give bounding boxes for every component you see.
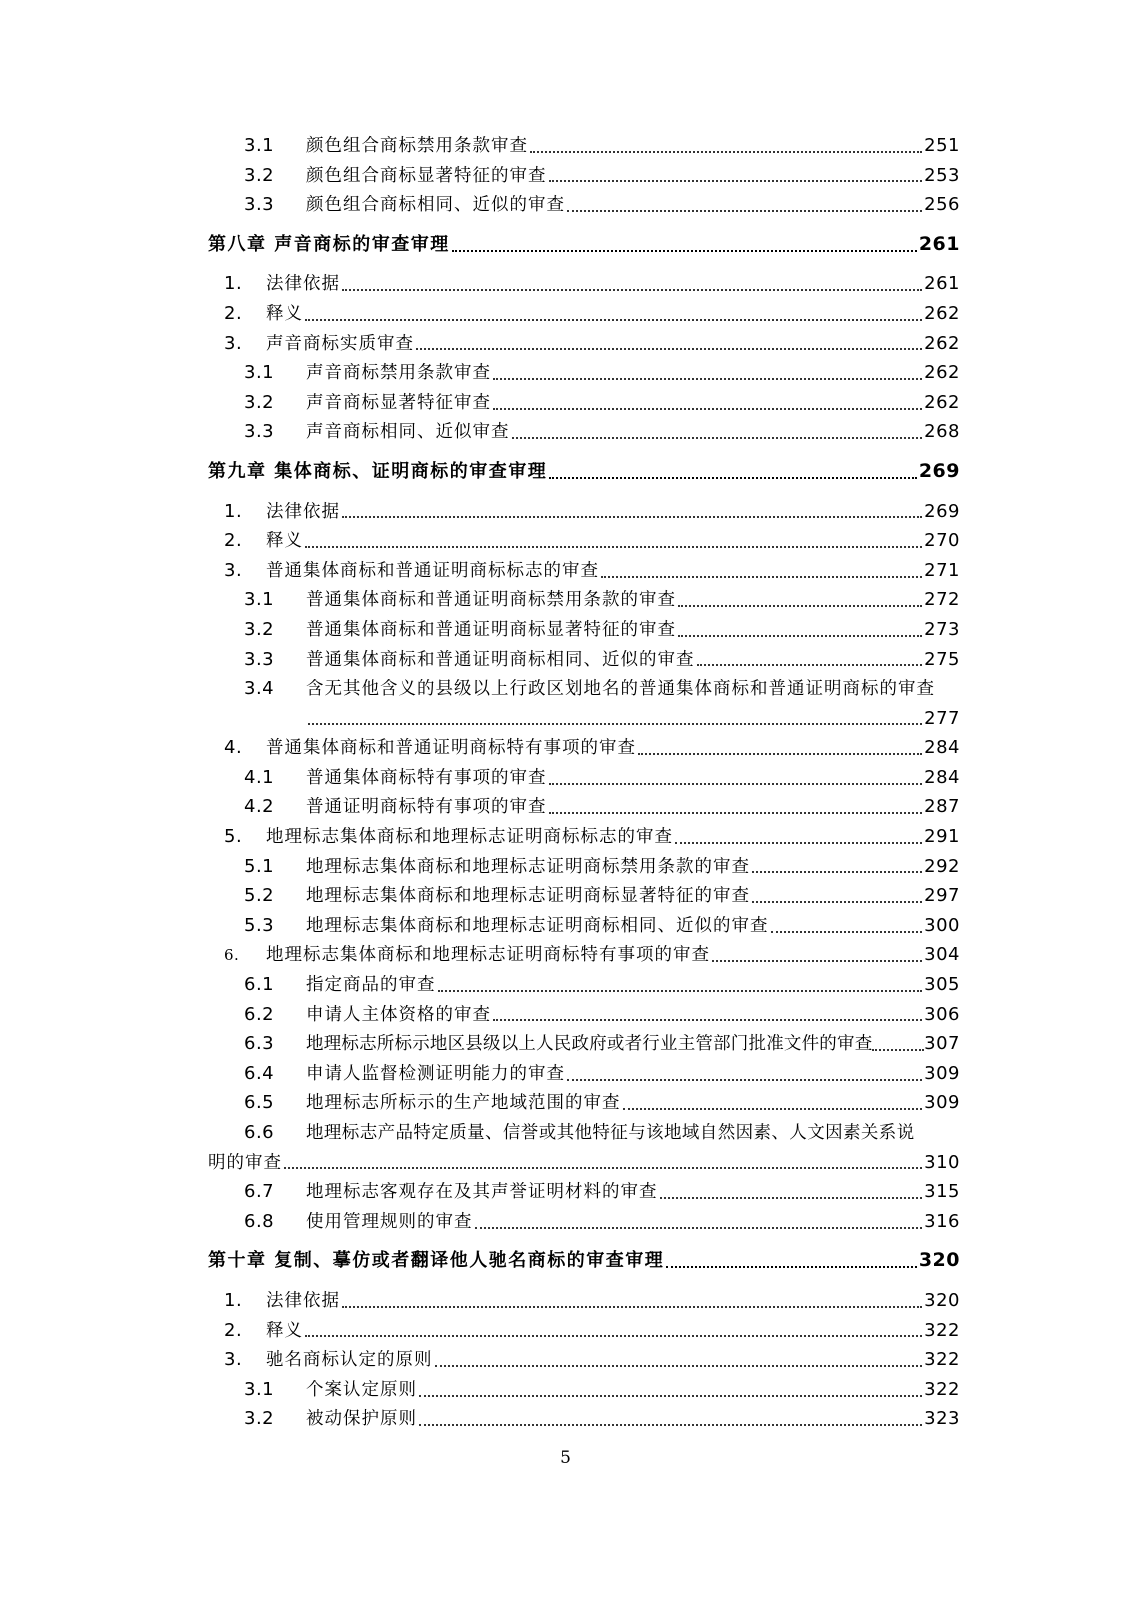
toc-entry[interactable] (208, 497, 960, 527)
section-title: 颜色组合商标禁用条款审查 (306, 136, 528, 156)
section-number: 3.1 (244, 1378, 275, 1400)
section-title: 普通证明商标特有事项的审查 (306, 797, 547, 818)
toc-entry[interactable] (208, 763, 960, 793)
toc-entry[interactable] (208, 1059, 960, 1089)
toc-entry[interactable] (208, 1286, 960, 1316)
dot-leader (712, 960, 922, 962)
page-ref: 315 (924, 1181, 960, 1203)
dot-leader (305, 319, 922, 321)
chapter-title: 第八章 声音商标的审查审理 (208, 233, 450, 255)
section-title: 普通集体商标和普通证明商标禁用条款的审查 (306, 590, 676, 611)
section-title: 释义 (266, 531, 303, 552)
section-title: 声音商标显著特征审查 (306, 392, 491, 413)
section-title: 申请人主体资格的审查 (306, 1004, 491, 1025)
toc-entry[interactable] (208, 1177, 960, 1207)
page-ref: 316 (924, 1210, 960, 1232)
dot-leader (342, 289, 922, 291)
page-ref: 287 (924, 796, 960, 818)
section-number: 6.4 (244, 1062, 275, 1084)
toc-entry[interactable] (208, 1345, 960, 1375)
toc-entry[interactable] (208, 615, 960, 645)
toc-entry[interactable] (208, 585, 960, 615)
section-title: 地理标志集体商标和地理标志证明商标标志的审查 (266, 827, 673, 848)
section-number: 6.8 (244, 1210, 275, 1232)
dot-leader (284, 1167, 922, 1169)
toc-entry[interactable] (208, 161, 960, 191)
page-ref: 256 (924, 194, 960, 216)
page-ref: 268 (924, 421, 960, 443)
page-ref: 275 (924, 648, 960, 670)
section-title: 地理标志集体商标和地理标志证明商标禁用条款的审查 (306, 856, 750, 877)
dot-leader (549, 477, 917, 479)
section-number: 2. (224, 530, 243, 552)
page-ref: 253 (924, 164, 960, 186)
section-number: 2. (224, 302, 243, 324)
section-number: 1. (224, 273, 243, 295)
section-number: 6.5 (244, 1092, 275, 1114)
section-number: 3.3 (244, 421, 275, 443)
section-number: 3.1 (244, 362, 275, 384)
page-ref: 277 (924, 707, 960, 729)
dot-leader (697, 664, 923, 666)
toc-entry[interactable] (208, 792, 960, 822)
dot-leader (660, 1197, 923, 1199)
section-title: 释义 (266, 1320, 303, 1341)
toc-entry[interactable] (208, 1404, 960, 1434)
section-number: 3.2 (244, 391, 275, 413)
section-title: 使用管理规则的审查 (306, 1211, 473, 1232)
page-ref: 262 (924, 332, 960, 354)
section-title: 地理标志集体商标和地理标志证明商标特有事项的审查 (266, 945, 710, 966)
page-ref: 284 (924, 737, 960, 759)
section-title: 普通集体商标和普通证明商标标志的审查 (266, 560, 599, 581)
page-ref: 262 (924, 391, 960, 413)
dot-leader (342, 516, 922, 518)
section-number: 6.2 (244, 1003, 275, 1025)
dot-leader (623, 1108, 923, 1110)
section-number: 3.1 (244, 589, 275, 611)
section-title: 声音商标实质审查 (266, 333, 414, 354)
toc-entry[interactable] (208, 645, 960, 675)
toc-entry[interactable] (208, 733, 960, 763)
section-number: 3.3 (244, 648, 275, 670)
section-number: 3.1 (244, 135, 275, 156)
toc-chapter[interactable] (208, 1246, 960, 1276)
page-ref: 271 (924, 559, 960, 581)
dot-leader (752, 871, 922, 873)
toc-entry[interactable] (208, 1029, 960, 1059)
toc-entry[interactable] (208, 556, 960, 586)
section-title: 地理标志产品特定质量、信誉或其他特征与该地域自然因素、人文因素关系说 (306, 1123, 915, 1143)
dot-leader (475, 1227, 923, 1229)
section-title: 地理标志所标示地区县级以上人民政府或者行业主管部门批准文件的审查 (306, 1034, 873, 1055)
dot-leader (493, 378, 922, 380)
page-ref: 304 (924, 944, 960, 966)
toc-entry[interactable] (208, 1000, 960, 1030)
page-ref: 273 (924, 618, 960, 640)
dot-leader (512, 437, 923, 439)
section-number: 5. (224, 826, 243, 848)
toc-entry[interactable] (208, 1375, 960, 1405)
dot-leader (493, 1019, 922, 1021)
toc-chapter[interactable] (208, 230, 960, 260)
dot-leader (872, 1049, 924, 1051)
toc-entry[interactable] (208, 1316, 960, 1346)
table-of-contents (208, 131, 960, 1434)
section-title: 普通集体商标特有事项的审查 (306, 767, 547, 788)
section-title: 被动保护原则 (306, 1409, 417, 1430)
toc-entry[interactable] (208, 822, 960, 852)
dot-leader (675, 842, 922, 844)
toc-entry[interactable] (208, 1118, 960, 1177)
section-number: 3.4 (244, 678, 275, 700)
section-number: 6.1 (244, 974, 275, 996)
dot-leader (305, 546, 922, 548)
section-number: 3. (224, 332, 243, 354)
dot-leader (678, 605, 922, 607)
section-number: 3. (224, 559, 243, 581)
page-ref: 322 (924, 1378, 960, 1400)
dot-leader (771, 931, 923, 933)
section-number: 4.1 (244, 766, 275, 788)
toc-entry[interactable] (208, 269, 960, 299)
toc-entry[interactable] (208, 881, 960, 911)
toc-entry[interactable] (208, 674, 960, 733)
dot-leader (530, 151, 922, 153)
dot-leader (419, 1424, 922, 1426)
toc-entry[interactable] (208, 940, 960, 970)
page-ref: 292 (924, 855, 960, 877)
section-number: 3.3 (244, 194, 275, 216)
section-number: 2. (224, 1319, 243, 1341)
section-title: 法律依据 (266, 274, 340, 295)
page-ref: 251 (924, 135, 960, 156)
toc-entry[interactable] (208, 1088, 960, 1118)
section-title: 地理标志集体商标和地理标志证明商标相同、近似的审查 (306, 915, 769, 936)
section-title: 声音商标禁用条款审查 (306, 363, 491, 384)
section-number: 3. (224, 1349, 243, 1371)
page-ref: 284 (924, 766, 960, 788)
dot-leader (419, 1395, 922, 1397)
dot-leader (549, 180, 923, 182)
section-title: 普通集体商标和普通证明商标显著特征的审查 (306, 619, 676, 640)
page-number: 5 (560, 1448, 571, 1468)
page-ref: 262 (924, 302, 960, 324)
dot-leader (601, 576, 922, 578)
page-ref: 261 (924, 273, 960, 295)
dot-leader (549, 812, 923, 814)
section-title: 声音商标相同、近似审查 (306, 422, 510, 443)
section-title: 颜色组合商标相同、近似的审查 (306, 195, 565, 216)
section-title: 个案认定原则 (306, 1379, 417, 1400)
toc-entry[interactable] (208, 852, 960, 882)
section-title: 颜色组合商标显著特征的审查 (306, 165, 547, 186)
section-number: 6.7 (244, 1181, 275, 1203)
section-title: 法律依据 (266, 1290, 340, 1311)
section-number: 4. (224, 737, 243, 759)
page-ref: 320 (918, 1249, 960, 1272)
toc-entry[interactable] (208, 358, 960, 388)
toc-entry[interactable] (208, 526, 960, 556)
toc-entry[interactable] (208, 1207, 960, 1237)
section-number: 6.6 (244, 1122, 275, 1143)
page-ref: 306 (924, 1003, 960, 1025)
toc-chapter[interactable] (208, 457, 960, 487)
dot-leader (752, 901, 922, 903)
section-title: 指定商品的审查 (306, 975, 436, 996)
section-title: 驰名商标认定的原则 (266, 1350, 433, 1371)
section-title-continued: 明的审查 (208, 1152, 282, 1173)
dot-leader (438, 990, 923, 992)
page-ref: 309 (924, 1062, 960, 1084)
section-number: 5.3 (244, 914, 275, 936)
section-number: 1. (224, 1289, 243, 1311)
chapter-title: 第十章 复制、摹仿或者翻译他人驰名商标的审查审理 (208, 1250, 665, 1272)
toc-entry[interactable] (208, 911, 960, 941)
page-ref: 322 (924, 1349, 960, 1371)
dot-leader (452, 250, 917, 252)
page-ref: 323 (924, 1408, 960, 1430)
page-ref: 297 (924, 885, 960, 907)
section-title: 法律依据 (266, 501, 340, 522)
section-title: 普通集体商标和普通证明商标相同、近似的审查 (306, 649, 695, 670)
dot-leader (305, 1335, 922, 1337)
page-ref: 320 (924, 1289, 960, 1311)
dot-leader (308, 723, 922, 725)
toc-entry[interactable] (208, 970, 960, 1000)
section-number: 3.2 (244, 164, 275, 186)
toc-entry[interactable] (208, 417, 960, 447)
section-title: 释义 (266, 303, 303, 324)
page-ref: 262 (924, 362, 960, 384)
page-ref: 261 (918, 232, 960, 255)
page-ref: 272 (924, 589, 960, 611)
toc-entry[interactable] (208, 329, 960, 359)
page-ref: 305 (924, 974, 960, 996)
section-title: 普通集体商标和普通证明商标特有事项的审查 (266, 738, 636, 759)
dot-leader (549, 783, 923, 785)
toc-entry[interactable] (208, 131, 960, 161)
section-title: 地理标志集体商标和地理标志证明商标显著特征的审查 (306, 886, 750, 907)
page-ref: 300 (924, 914, 960, 936)
dot-leader (342, 1306, 922, 1308)
section-number: 6.3 (244, 1033, 275, 1055)
dot-leader (435, 1365, 923, 1367)
page-ref: 307 (924, 1033, 960, 1055)
page-ref: 270 (924, 530, 960, 552)
section-number: 5.2 (244, 885, 275, 907)
dot-leader (638, 753, 922, 755)
section-title: 申请人监督检测证明能力的审查 (306, 1063, 565, 1084)
toc-entry[interactable] (208, 388, 960, 418)
page-ref: 310 (924, 1151, 960, 1173)
page-ref: 291 (924, 826, 960, 848)
dot-leader (666, 1266, 917, 1268)
page-ref: 309 (924, 1092, 960, 1114)
section-number: 3.2 (244, 1408, 275, 1430)
toc-entry[interactable] (208, 299, 960, 329)
section-number: 3.2 (244, 618, 275, 640)
dot-leader (567, 1079, 922, 1081)
section-number: 6. (224, 946, 240, 965)
page-ref: 269 (918, 459, 960, 482)
toc-entry[interactable] (208, 190, 960, 220)
page-ref: 322 (924, 1319, 960, 1341)
section-title: 地理标志客观存在及其声誉证明材料的审查 (306, 1182, 658, 1203)
section-title: 含无其他含义的县级以上行政区划地名的普通集体商标和普通证明商标的审查 (306, 679, 935, 700)
section-number: 4.2 (244, 796, 275, 818)
chapter-title: 第九章 集体商标、证明商标的审查审理 (208, 460, 548, 482)
section-number: 1. (224, 500, 243, 522)
section-title: 地理标志所标示的生产地域范围的审查 (306, 1093, 621, 1114)
dot-leader (493, 408, 922, 410)
dot-leader (678, 635, 922, 637)
section-number: 5.1 (244, 855, 275, 877)
page-ref: 269 (924, 500, 960, 522)
dot-leader (567, 210, 922, 212)
dot-leader (416, 348, 922, 350)
